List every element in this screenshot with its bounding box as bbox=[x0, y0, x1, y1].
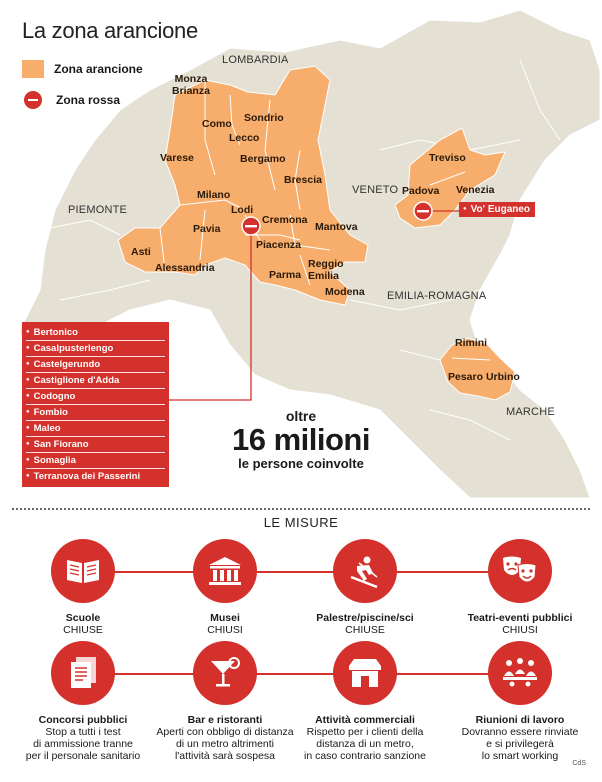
museum-icon bbox=[193, 539, 257, 603]
city-label-milano: Milano bbox=[197, 189, 231, 201]
measure-description: Stop a tutti i test di ammissione tranne per il personale sanitario bbox=[25, 726, 141, 762]
document-icon bbox=[51, 641, 115, 705]
legend-orange-label: Zona arancione bbox=[54, 62, 143, 76]
skier-icon bbox=[333, 539, 397, 603]
measure-label: Palestre/piscine/sci bbox=[316, 612, 414, 624]
measure-item bbox=[150, 539, 300, 636]
measure-label: Teatri-eventi pubblici bbox=[467, 612, 573, 624]
city-label-bergamo: Bergamo bbox=[240, 153, 286, 165]
measure-item bbox=[445, 539, 595, 636]
city-label-rimini: Rimini bbox=[455, 337, 488, 349]
city-label-asti: Asti bbox=[131, 246, 151, 258]
measure-label: Concorsi pubblici bbox=[38, 714, 128, 726]
measure-status: CHIUSE bbox=[63, 624, 103, 636]
city-label-pesaro-urbino: Pesaro Urbino bbox=[448, 371, 520, 383]
city-label-piacenza: Piacenza bbox=[256, 239, 301, 251]
measure-label: Bar e ristoranti bbox=[187, 714, 263, 726]
measure-description: Rispetto per i clienti della distanza di un metro, in caso contrario sanzione bbox=[304, 726, 426, 762]
red-zone-town: ● Maleo bbox=[26, 421, 165, 437]
measure-item bbox=[8, 641, 158, 762]
city-label-lecco: Lecco bbox=[229, 132, 260, 144]
orange-swatch-icon bbox=[22, 60, 44, 78]
region-label-piemonte: PIEMONTE bbox=[68, 204, 128, 216]
city-label-monza-brianza: Monza Brianza bbox=[172, 73, 210, 97]
vo-euganeo-label: ● Vo' Euganeo bbox=[459, 202, 535, 217]
city-label-modena: Modena bbox=[325, 286, 365, 298]
measure-label: Riunioni di lavoro bbox=[475, 714, 565, 726]
measure-item bbox=[290, 539, 440, 636]
measure-status: CHIUSI bbox=[502, 624, 538, 636]
red-zone-town: ● Bertonico bbox=[26, 325, 165, 341]
measure-description: Aperti con obbligo di distanza di un metro altrimenti l'attività sarà sospesa bbox=[156, 726, 294, 762]
legend-orange-zone bbox=[22, 60, 143, 78]
map-title: La zona arancione bbox=[22, 18, 198, 43]
affected-people-stat bbox=[216, 408, 386, 471]
measure-label: Scuole bbox=[65, 612, 101, 624]
measures-title: LE MISURE bbox=[263, 515, 339, 530]
measure-item bbox=[8, 539, 158, 636]
meeting-people-icon bbox=[488, 641, 552, 705]
city-label-varese: Varese bbox=[160, 152, 194, 164]
credit: CdS bbox=[572, 760, 586, 767]
measure-label: Musei bbox=[210, 612, 240, 624]
measure-label: Attività commerciali bbox=[315, 714, 415, 726]
red-zone-icon bbox=[24, 91, 42, 109]
city-label-lodi: Lodi bbox=[231, 204, 254, 216]
cocktail-glass-icon bbox=[193, 641, 257, 705]
theater-masks-icon bbox=[488, 539, 552, 603]
city-label-brescia: Brescia bbox=[284, 174, 322, 186]
city-label-venezia: Venezia bbox=[456, 184, 495, 196]
red-zone-town: ● Casalpusterlengo bbox=[26, 341, 165, 357]
city-label-parma: Parma bbox=[269, 269, 302, 281]
book-icon bbox=[51, 539, 115, 603]
region-label-marche: MARCHE bbox=[506, 406, 555, 418]
region-label-lombardia: LOMBARDIA bbox=[222, 54, 289, 66]
measure-status: CHIUSI bbox=[207, 624, 243, 636]
red-zone-town: ● Castiglione d'Adda bbox=[26, 373, 165, 389]
red-zone-town: ● Codogno bbox=[26, 389, 165, 405]
measure-item bbox=[150, 641, 300, 762]
red-zone-town: ● Fombio bbox=[26, 405, 165, 421]
legend-red-label: Zona rossa bbox=[56, 93, 121, 107]
measure-item bbox=[445, 641, 595, 762]
red-zone-town: ● Somaglia bbox=[26, 453, 165, 469]
shop-icon bbox=[333, 641, 397, 705]
red-zone-town: ● Terranova dei Passerini bbox=[26, 469, 165, 484]
city-label-sondrio: Sondrio bbox=[244, 112, 284, 124]
stat-number: 16 milioni bbox=[232, 422, 370, 457]
city-label-alessandria: Alessandria bbox=[155, 262, 215, 274]
stat-prefix: oltre bbox=[285, 408, 317, 424]
stat-suffix: le persone coinvolte bbox=[238, 456, 364, 471]
city-label-como: Como bbox=[202, 118, 232, 130]
region-label-emilia-romagna: EMILIA-ROMAGNA bbox=[387, 290, 487, 302]
red-zone-towns-list bbox=[22, 322, 169, 487]
city-label-pavia: Pavia bbox=[193, 223, 221, 235]
region-label-veneto: VENETO bbox=[352, 184, 399, 196]
measure-status: CHIUSE bbox=[345, 624, 385, 636]
city-label-padova: Padova bbox=[402, 185, 440, 197]
measure-item bbox=[290, 641, 440, 762]
red-zone-town: ● Castelgerundo bbox=[26, 357, 165, 373]
city-label-mantova: Mantova bbox=[315, 221, 358, 233]
measure-description: Dovranno essere rinviate e si privilegerà lo smart working bbox=[461, 726, 579, 762]
city-label-reggio-emilia: Reggio Emilia bbox=[308, 258, 344, 282]
red-zone-marker-lodi bbox=[242, 217, 260, 235]
red-zone-marker-vo bbox=[414, 202, 432, 220]
city-label-treviso: Treviso bbox=[429, 152, 466, 164]
city-label-cremona: Cremona bbox=[262, 214, 308, 226]
red-zone-town: ● San Fiorano bbox=[26, 437, 165, 453]
section-divider bbox=[12, 508, 590, 510]
legend-red-zone bbox=[22, 91, 120, 109]
